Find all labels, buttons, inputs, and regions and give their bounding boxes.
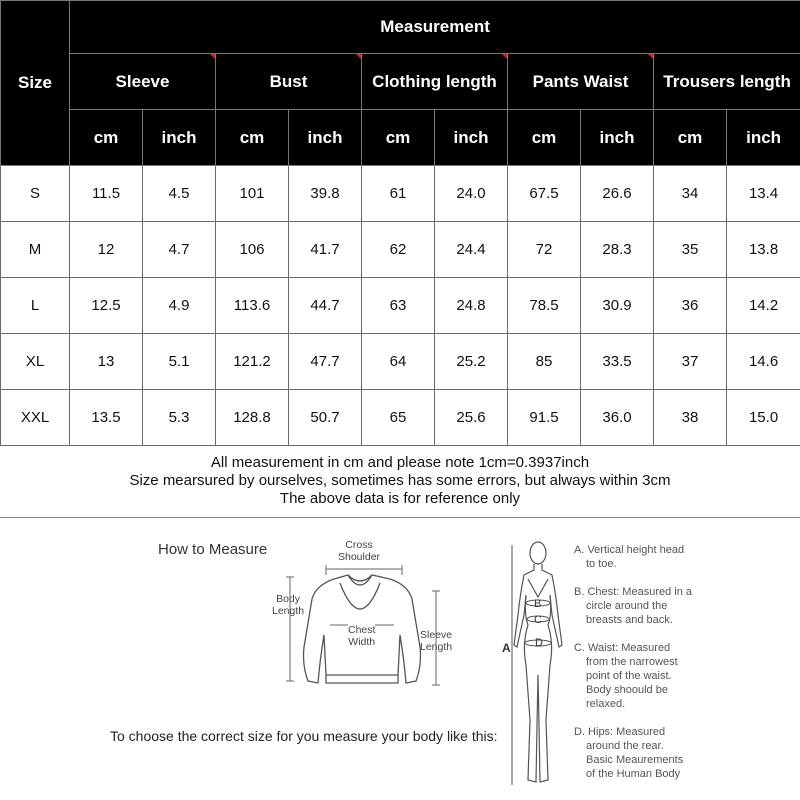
size-cell: XL xyxy=(1,334,70,390)
value-cell: 13.4 xyxy=(727,166,800,222)
human-body-diagram xyxy=(498,535,568,795)
unit-header-cm: cm xyxy=(70,110,143,166)
value-cell: 64 xyxy=(362,334,435,390)
body-letter-c: C xyxy=(534,614,542,626)
value-cell: 13.5 xyxy=(70,390,143,446)
group-header-clothing-length: Clothing length xyxy=(362,54,508,110)
description-d: D. Hips: Measured around the rear. Basic Meaurements of the Human Body xyxy=(574,726,684,780)
size-rows xyxy=(1,166,800,446)
value-cell: 24.4 xyxy=(435,222,508,278)
value-cell: 30.9 xyxy=(581,278,654,334)
value-cell: 128.8 xyxy=(216,390,289,446)
value-cell: 47.7 xyxy=(289,334,362,390)
body-letter-b: B xyxy=(534,598,542,610)
how-to-measure-title: How to Measure xyxy=(158,541,268,558)
table-row xyxy=(1,334,800,390)
value-cell: 5.3 xyxy=(143,390,216,446)
value-cell: 41.7 xyxy=(289,222,362,278)
unit-header-row xyxy=(1,110,800,166)
value-cell: 62 xyxy=(362,222,435,278)
value-cell: 91.5 xyxy=(508,390,581,446)
group-header-pants-waist: Pants Waist xyxy=(508,54,654,110)
value-cell: 12.5 xyxy=(70,278,143,334)
size-cell: L xyxy=(1,278,70,334)
table-row xyxy=(1,222,800,278)
group-header-trousers-length: Trousers length xyxy=(654,54,800,110)
unit-header-inch: inch xyxy=(435,110,508,166)
choose-size-instruction: To choose the correct size for you measure your body like this: xyxy=(110,728,498,744)
cross-shoulder-label: Cross Shoulder xyxy=(338,539,381,563)
value-cell: 13 xyxy=(70,334,143,390)
table-row xyxy=(1,390,800,446)
value-cell: 14.2 xyxy=(727,278,800,334)
value-cell: 85 xyxy=(508,334,581,390)
unit-header-inch: inch xyxy=(581,110,654,166)
body-letter-a: A xyxy=(502,641,511,655)
value-cell: 4.5 xyxy=(143,166,216,222)
unit-header-cm: cm xyxy=(508,110,581,166)
value-cell: 15.0 xyxy=(727,390,800,446)
value-cell: 11.5 xyxy=(70,166,143,222)
value-cell: 25.6 xyxy=(435,390,508,446)
value-cell: 35 xyxy=(654,222,727,278)
table-row xyxy=(1,278,800,334)
measurement-notes xyxy=(0,446,800,518)
value-cell: 106 xyxy=(216,222,289,278)
unit-header-cm: cm xyxy=(216,110,289,166)
size-cell: S xyxy=(1,166,70,222)
value-cell: 65 xyxy=(362,390,435,446)
value-cell: 72 xyxy=(508,222,581,278)
value-cell: 14.6 xyxy=(727,334,800,390)
note-line: The above data is for reference only xyxy=(279,490,521,507)
description-c: C. Waist: Measured from the narrowest point of the waist. Body shoould be relaxed. xyxy=(574,642,678,710)
value-cell: 33.5 xyxy=(581,334,654,390)
size-header: Size xyxy=(1,1,70,166)
body-length-label: Body Length xyxy=(272,593,305,617)
value-cell: 25.2 xyxy=(435,334,508,390)
group-header-sleeve: Sleeve xyxy=(70,54,216,110)
value-cell: 28.3 xyxy=(581,222,654,278)
unit-header-cm: cm xyxy=(654,110,727,166)
value-cell: 121.2 xyxy=(216,334,289,390)
value-cell: 13.8 xyxy=(727,222,800,278)
unit-header-inch: inch xyxy=(143,110,216,166)
table-row xyxy=(1,166,800,222)
value-cell: 37 xyxy=(654,334,727,390)
size-cell: M xyxy=(1,222,70,278)
value-cell: 4.9 xyxy=(143,278,216,334)
description-a: A. Vertical height head to toe. xyxy=(574,544,685,570)
value-cell: 67.5 xyxy=(508,166,581,222)
description-b: B. Chest: Measured in a circle around the breasts and back. xyxy=(574,586,693,626)
value-cell: 4.7 xyxy=(143,222,216,278)
unit-header-cm: cm xyxy=(362,110,435,166)
value-cell: 24.8 xyxy=(435,278,508,334)
unit-header-inch: inch xyxy=(727,110,800,166)
note-line: All measurement in cm and please note 1cm=0.3937inch xyxy=(210,454,590,471)
value-cell: 36 xyxy=(654,278,727,334)
value-cell: 63 xyxy=(362,278,435,334)
sleeve-length-label: Sleeve Length xyxy=(420,629,453,653)
value-cell: 39.8 xyxy=(289,166,362,222)
note-line: Size mearsured by ourselves, sometimes has some errors, but always within 3cm xyxy=(129,472,671,489)
value-cell: 44.7 xyxy=(289,278,362,334)
value-cell: 26.6 xyxy=(581,166,654,222)
value-cell: 61 xyxy=(362,166,435,222)
chest-width-label: Chest Width xyxy=(348,624,376,648)
value-cell: 12 xyxy=(70,222,143,278)
measurement-header: Measurement xyxy=(70,1,800,54)
value-cell: 38 xyxy=(654,390,727,446)
value-cell: 24.0 xyxy=(435,166,508,222)
group-header-bust: Bust xyxy=(216,54,362,110)
value-cell: 5.1 xyxy=(143,334,216,390)
size-cell: XXL xyxy=(1,390,70,446)
body-letter-d: D xyxy=(535,637,543,649)
value-cell: 50.7 xyxy=(289,390,362,446)
value-cell: 34 xyxy=(654,166,727,222)
value-cell: 36.0 xyxy=(581,390,654,446)
value-cell: 101 xyxy=(216,166,289,222)
unit-header-inch: inch xyxy=(289,110,362,166)
value-cell: 78.5 xyxy=(508,278,581,334)
value-cell: 113.6 xyxy=(216,278,289,334)
